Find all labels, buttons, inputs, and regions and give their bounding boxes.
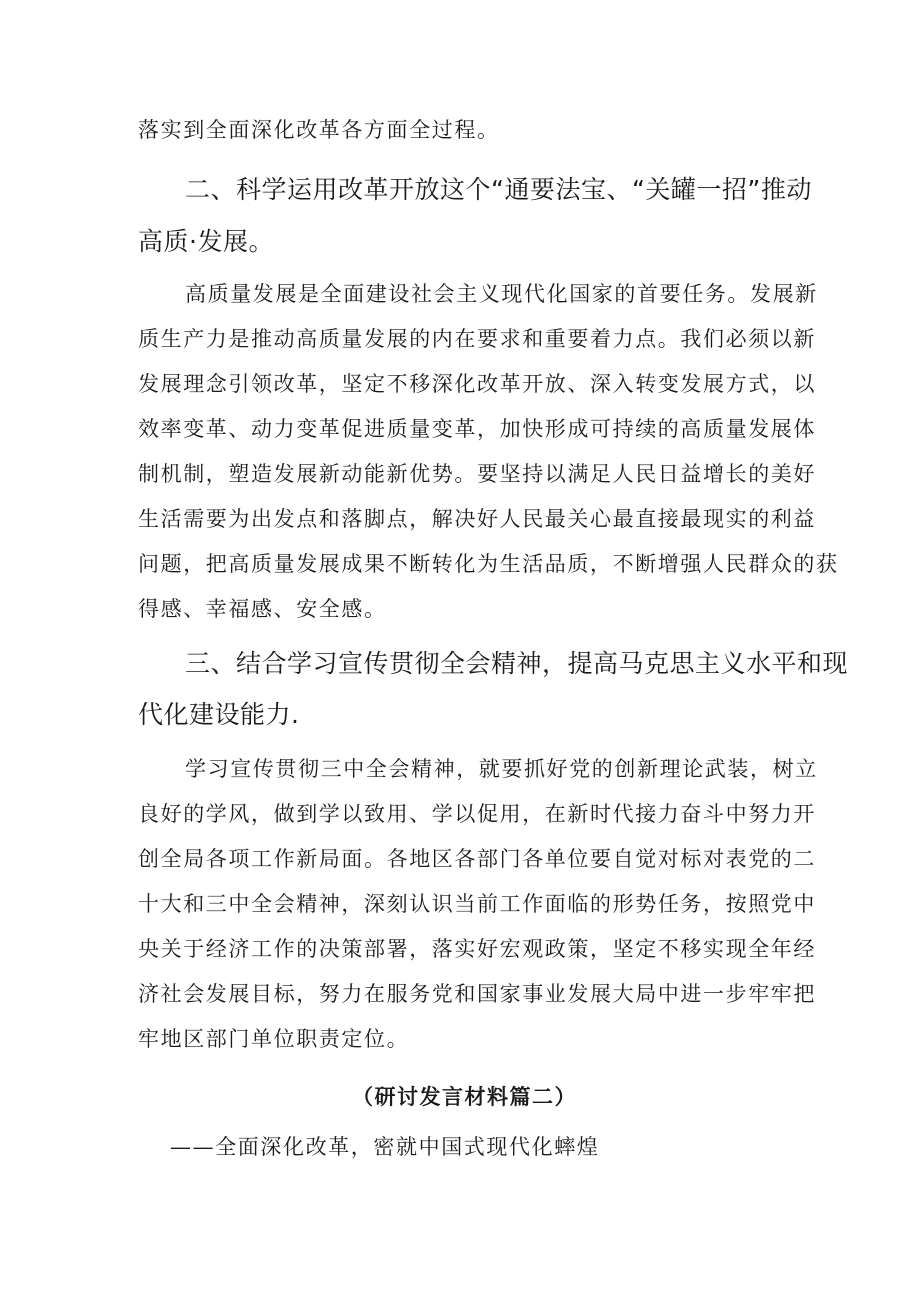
section3-paragraph-line: 学习宣传贯彻三中全会精神，就要抓好党的创新理论武装，树立 <box>185 757 818 781</box>
section3-paragraph-line: 创全局各项工作新局面。各地区各部门各单位要自觉对标对表党的二 <box>138 847 816 871</box>
intro-tail-line: 落实到全面深化改革各方面全过程。 <box>138 118 500 142</box>
section3-paragraph-line: 牢地区部门单位职责定位。 <box>138 1027 410 1051</box>
section3-paragraph-line: 济社会发展目标，努力在服务党和国家事业发展大局中进一步牢牢把 <box>138 982 816 1006</box>
section2-paragraph-line: 高质量发展是全面建设社会主义现代化国家的首要任务。发展新 <box>185 282 818 306</box>
section2-heading-line-1: 二、科学运用改革开放这个“通要法宝、“关罐一招”推动 <box>185 175 812 204</box>
section2-paragraph-line: 效率变革、动力变革促进质量变革，加快形成可持续的高质量发展体 <box>138 417 816 441</box>
section3-paragraph-line: 十大和三中全会精神，深刻认识当前工作面临的形势任务，按照党中 <box>138 892 816 916</box>
part2-subtitle: ——全面深化改革，密就中国式现代化蟀煌 <box>170 1135 600 1159</box>
section2-heading-line-2: 高质·发展。 <box>138 227 274 256</box>
section2-paragraph-line: 生活需要为出发点和落脚点，解决好人民最关心最直接最现实的利益 <box>138 507 816 531</box>
section2-paragraph-line: 制机制，塑造发展新动能新优势。要坚持以满足人民日益增长的美好 <box>138 462 816 486</box>
section2-paragraph-line: 问题，把高质量发展成果不断转化为生活品质，不断增强人民群众的获 <box>138 552 839 576</box>
section3-paragraph-line: 央关于经济工作的决策部署，落实好宏观政策，坚定不移实现全年经 <box>138 937 816 961</box>
section2-paragraph-line: 质生产力是推动高质量发展的内在要求和重要着力点。我们必须以新 <box>138 327 816 351</box>
section3-paragraph-line: 良好的学风，做到学以致用、学以促用，在新时代接力奋斗中努力开 <box>138 802 816 826</box>
section3-heading-line-2: 代化建设能力. <box>138 700 300 729</box>
section3-heading-line-1: 三、结合学习宣传贯彻全会精神，提高马克思主义水平和现 <box>185 649 849 678</box>
section2-paragraph-line: 发展理念引领改革，坚定不移深化改革开放、深入转变发展方式，以 <box>138 372 816 396</box>
part2-title: （研讨发言材料篇二） <box>352 1084 577 1109</box>
section2-paragraph-line: 得感、幸福感、安全感。 <box>138 597 387 621</box>
